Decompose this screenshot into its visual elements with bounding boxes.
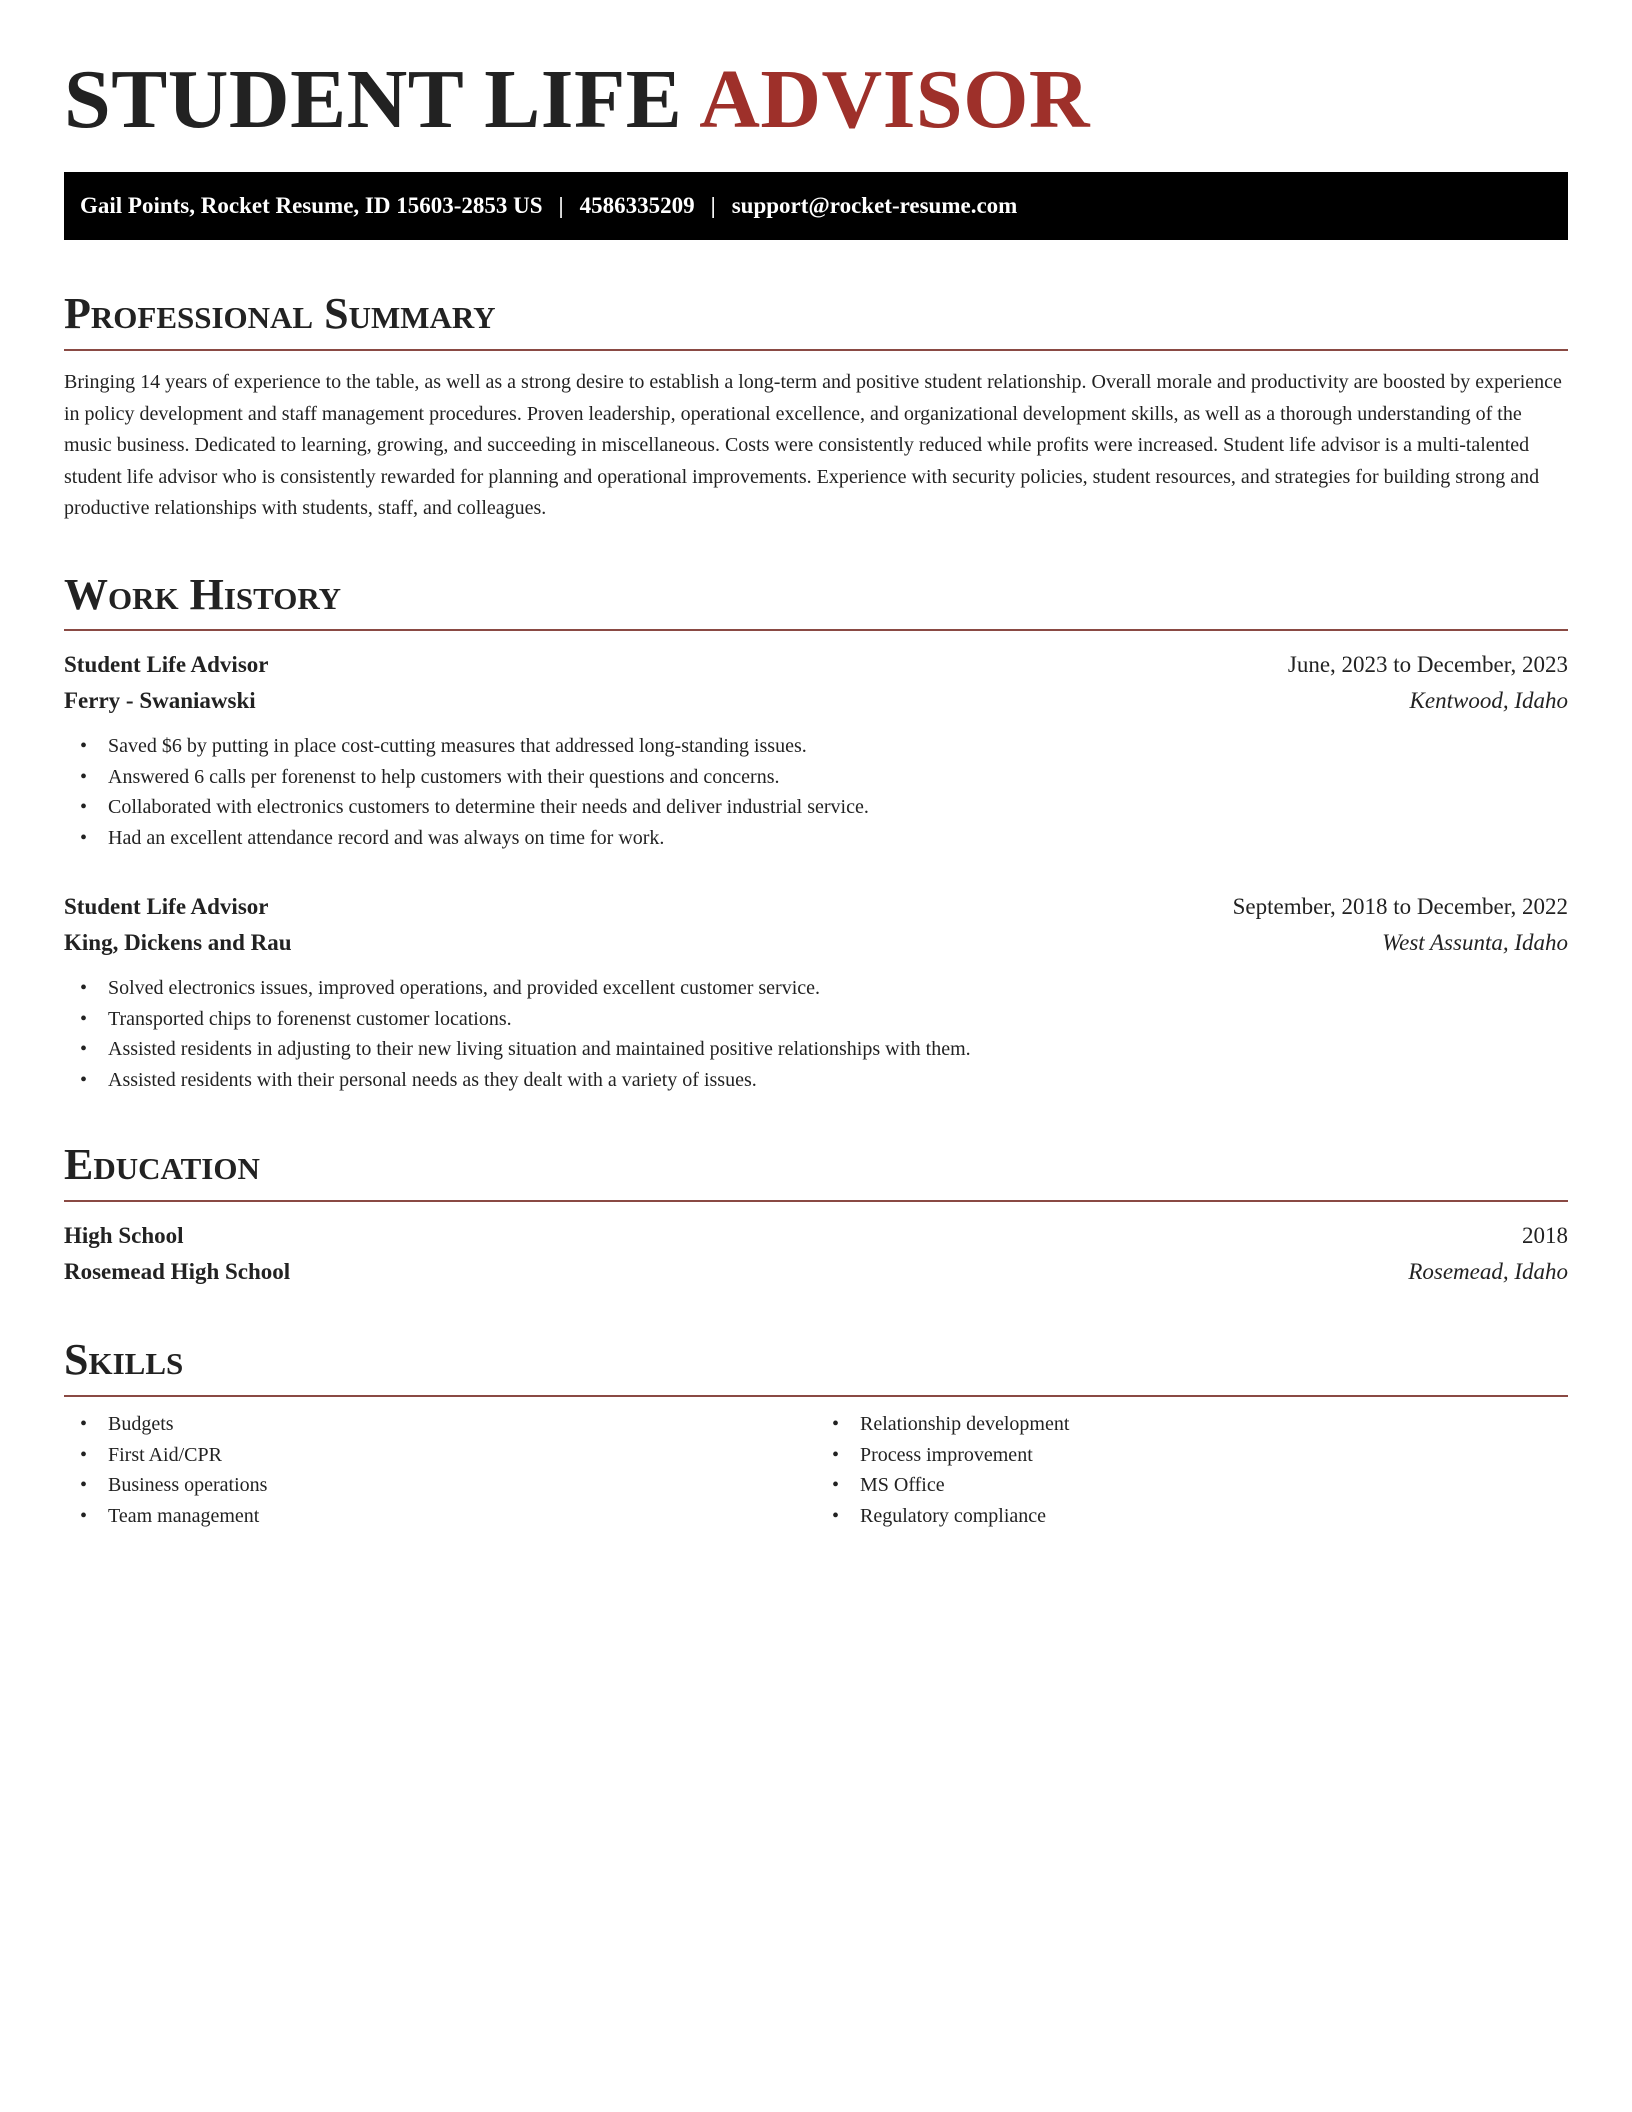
list-item: • Assisted residents in adjusting to their new living situation and maintained positive relationships with them. (64, 1034, 1568, 1065)
job-company: King, Dickens and Rau (64, 930, 292, 956)
job-title: Student Life Advisor (64, 652, 269, 678)
skills-column-right (816, 1409, 1568, 1531)
list-item: • MS Office (816, 1470, 1568, 1501)
list-item: • Relationship development (816, 1409, 1568, 1440)
list-item: • Had an excellent attendance record and was always on time for work. (64, 823, 1568, 854)
list-item: • Solved electronics issues, improved operations, and provided excellent customer service. (64, 973, 1568, 1004)
job-company: Ferry - Swaniawski (64, 688, 256, 714)
job-dates: June, 2023 to December, 2023 (1287, 652, 1568, 678)
summary-text: Bringing 14 years of experience to the table, as well as a strong desire to establish a long-term and positive student relationship. Overall morale and productivity are boosted by experience in policy development and staff management procedures. Proven leadership, operational excellence, and organizational development skills, as well as a thorough understanding of the music business. Dedicated to learning, growing, and succeeding in miscellaneous. Costs were consistently reduced while profits were increased. Student life advisor is a multi-talented student life advisor who is consistently rewarded for planning and operational improvements. Experience with security policies, student resources, and strategies for building strong and productive relationships with students, staff, and colleagues. (64, 371, 1562, 520)
section-heading-work-history: Work History (64, 569, 1568, 632)
list-item: • First Aid/CPR (64, 1440, 816, 1471)
job-title-row (64, 889, 1568, 925)
list-item: • Regulatory compliance (816, 1501, 1568, 1532)
job-entry (64, 647, 1568, 853)
contact-separator: | (558, 193, 564, 219)
skills-list (64, 1409, 816, 1531)
job-location: West Assunta, Idaho (1382, 930, 1568, 956)
section-heading-education: Education (64, 1139, 1568, 1202)
job-title: Student Life Advisor (64, 894, 269, 920)
section-heading-summary: Professional Summary (64, 288, 1568, 351)
list-item: • Process improvement (816, 1440, 1568, 1471)
list-item: • Budgets (64, 1409, 816, 1440)
job-duties-list (64, 731, 1568, 853)
job-dates: September, 2018 to December, 2022 (1232, 894, 1568, 920)
job-title-row (64, 647, 1568, 683)
education-school-row (64, 1254, 1568, 1290)
job-company-row (64, 683, 1568, 719)
list-item: • Assisted residents with their personal needs as they dealt with a variety of issues. (64, 1065, 1568, 1096)
education-school: Rosemead High School (64, 1259, 291, 1285)
job-duties-list (64, 973, 1568, 1095)
skills-list (816, 1409, 1568, 1531)
contact-bar (64, 172, 1568, 240)
job-location: Kentwood, Idaho (1409, 688, 1568, 714)
contact-email: support@rocket-resume.com (731, 193, 1018, 219)
contact-address: Gail Points, Rocket Resume, ID 15603-2853 US (80, 193, 543, 219)
education-degree: High School (64, 1223, 184, 1249)
section-heading-skills: Skills (64, 1334, 1568, 1397)
resume-title (64, 54, 1568, 146)
job-company-row (64, 925, 1568, 961)
job-entry (64, 889, 1568, 1095)
education-year: 2018 (1522, 1223, 1568, 1249)
education-entry (64, 1218, 1568, 1290)
list-item: • Team management (64, 1501, 816, 1532)
education-location: Rosemead, Idaho (1408, 1259, 1568, 1285)
education-degree-row (64, 1218, 1568, 1254)
title-main: STUDENT LIFE (64, 53, 683, 146)
skills-grid (64, 1409, 1568, 1531)
list-item: • Saved $6 by putting in place cost-cutting measures that addressed long-standing issues. (64, 731, 1568, 762)
contact-separator: | (710, 193, 716, 219)
list-item: • Business operations (64, 1470, 816, 1501)
list-item: • Collaborated with electronics customers to determine their needs and deliver industrial service. (64, 792, 1568, 823)
skills-column-left (64, 1409, 816, 1531)
list-item: • Answered 6 calls per forenenst to help customers with their questions and concerns. (64, 762, 1568, 793)
contact-phone: 4586335209 (579, 193, 695, 219)
title-accent: ADVISOR (699, 53, 1091, 146)
list-item: • Transported chips to forenenst customer locations. (64, 1004, 1568, 1035)
